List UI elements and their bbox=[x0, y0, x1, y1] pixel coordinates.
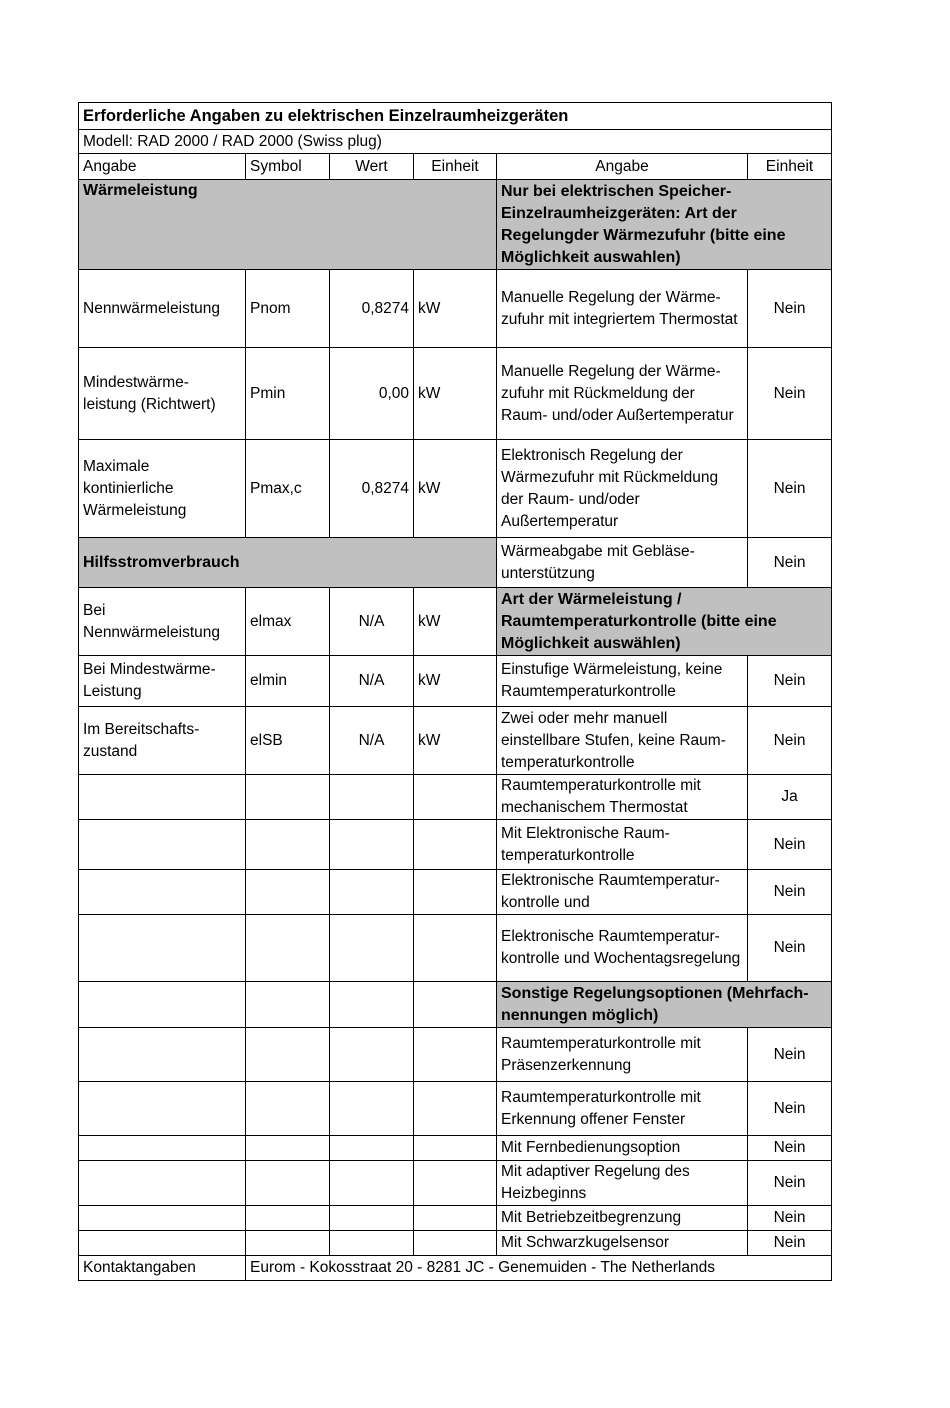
contact-value: Eurom - Kokosstraat 20 - 8281 JC - Genemuiden - The Netherlands bbox=[246, 1256, 832, 1281]
row-unit: kW bbox=[414, 440, 497, 538]
table-title: Erforderliche Angaben zu elektrischen Einzelraumheizgeräten bbox=[79, 103, 832, 130]
right-row-label: Zwei oder mehr manuell einstellbare Stufen, keine Raum-temperaturkontrolle bbox=[497, 707, 748, 775]
row-value: N/A bbox=[330, 656, 414, 707]
empty-cell bbox=[246, 1028, 330, 1082]
right-row-value: Nein bbox=[748, 270, 832, 348]
right-row-value: Nein bbox=[748, 348, 832, 440]
header-wert: Wert bbox=[330, 154, 414, 180]
empty-cell bbox=[414, 1136, 497, 1161]
right-row-label: Mit Betriebzeitbegrenzung bbox=[497, 1206, 748, 1231]
empty-cell bbox=[414, 1206, 497, 1231]
empty-cell bbox=[414, 982, 497, 1028]
right-row-label: Mit Schwarzkugelsensor bbox=[497, 1231, 748, 1256]
right-row-label: Wärmeabgabe mit Gebläse-unterstützung bbox=[497, 538, 748, 588]
row-label: Im Bereitschafts-zustand bbox=[79, 707, 246, 775]
right-row-value: Nein bbox=[748, 440, 832, 538]
row-label: Nennwärmeleistung bbox=[79, 270, 246, 348]
row-value: N/A bbox=[330, 707, 414, 775]
section-waermeleistung: Wärmeleistung bbox=[79, 180, 497, 270]
right-row-value: Nein bbox=[748, 915, 832, 982]
section-speicher: Nur bei elektrischen Speicher-Einzelraumheizgeräten: Art der Regelungder Wärmezufuhr (bitte eine Möglichkeit auswahlen) bbox=[497, 180, 832, 270]
empty-cell bbox=[330, 1206, 414, 1231]
right-row-value: Nein bbox=[748, 1231, 832, 1256]
row-label: Mindestwärme-leistung (Richtwert) bbox=[79, 348, 246, 440]
right-row-label: Elektronisch Regelung der Wärmezufuhr mit Rückmeldung der Raum- und/oder Außertemperatur bbox=[497, 440, 748, 538]
empty-cell bbox=[246, 1082, 330, 1136]
empty-cell bbox=[330, 1161, 414, 1206]
right-row-label: Raumtemperaturkontrolle mit Erkennung offener Fenster bbox=[497, 1082, 748, 1136]
row-unit: kW bbox=[414, 707, 497, 775]
empty-cell bbox=[330, 775, 414, 820]
empty-cell bbox=[246, 775, 330, 820]
row-value: 0,8274 bbox=[330, 270, 414, 348]
section-art: Art der Wärmeleistung / Raumtemperaturkontrolle (bitte eine Möglichkeit auswählen) bbox=[497, 588, 832, 656]
empty-cell bbox=[414, 1082, 497, 1136]
empty-cell bbox=[246, 1231, 330, 1256]
empty-cell bbox=[246, 820, 330, 870]
empty-cell bbox=[79, 982, 246, 1028]
empty-cell bbox=[330, 982, 414, 1028]
row-symbol: Pnom bbox=[246, 270, 330, 348]
right-row-value: Nein bbox=[748, 1028, 832, 1082]
empty-cell bbox=[79, 820, 246, 870]
right-row-value: Nein bbox=[748, 538, 832, 588]
empty-cell bbox=[79, 1231, 246, 1256]
empty-cell bbox=[330, 870, 414, 915]
right-row-value: Nein bbox=[748, 1206, 832, 1231]
row-label: Bei Nennwärmeleistung bbox=[79, 588, 246, 656]
row-unit: kW bbox=[414, 348, 497, 440]
right-row-value: Nein bbox=[748, 820, 832, 870]
empty-cell bbox=[246, 870, 330, 915]
header-symbol: Symbol bbox=[246, 154, 330, 180]
right-row-label: Mit Fernbedienungsoption bbox=[497, 1136, 748, 1161]
section-hilfsstrom: Hilfsstromverbrauch bbox=[79, 538, 497, 588]
header-einheit-right: Einheit bbox=[748, 154, 832, 180]
row-label: Maximale kontinierliche Wärmeleistung bbox=[79, 440, 246, 538]
empty-cell bbox=[79, 1206, 246, 1231]
header-angabe-right: Angabe bbox=[497, 154, 748, 180]
empty-cell bbox=[330, 1082, 414, 1136]
empty-cell bbox=[330, 915, 414, 982]
header-einheit: Einheit bbox=[414, 154, 497, 180]
right-row-label: Mit Elektronische Raum-temperaturkontrolle bbox=[497, 820, 748, 870]
right-row-value: Nein bbox=[748, 1161, 832, 1206]
empty-cell bbox=[79, 775, 246, 820]
empty-cell bbox=[330, 820, 414, 870]
empty-cell bbox=[246, 1136, 330, 1161]
row-unit: kW bbox=[414, 270, 497, 348]
row-value: 0,00 bbox=[330, 348, 414, 440]
empty-cell bbox=[79, 1161, 246, 1206]
row-symbol: elSB bbox=[246, 707, 330, 775]
right-row-label: Raumtemperaturkontrolle mit mechanischem Thermostat bbox=[497, 775, 748, 820]
empty-cell bbox=[246, 915, 330, 982]
empty-cell bbox=[79, 1028, 246, 1082]
right-row-value: Nein bbox=[748, 870, 832, 915]
right-row-label: Manuelle Regelung der Wärme-zufuhr mit integriertem Thermostat bbox=[497, 270, 748, 348]
section-sonstige: Sonstige Regelungsoptionen (Mehrfach-nennungen möglich) bbox=[497, 982, 832, 1028]
empty-cell bbox=[246, 982, 330, 1028]
empty-cell bbox=[414, 1161, 497, 1206]
row-value: N/A bbox=[330, 588, 414, 656]
row-unit: kW bbox=[414, 656, 497, 707]
empty-cell bbox=[414, 915, 497, 982]
right-row-value: Nein bbox=[748, 1136, 832, 1161]
model-row: Modell: RAD 2000 / RAD 2000 (Swiss plug) bbox=[79, 130, 832, 154]
empty-cell bbox=[79, 1136, 246, 1161]
row-symbol: elmax bbox=[246, 588, 330, 656]
right-row-label: Einstufige Wärmeleistung, keine Raumtemperaturkontrolle bbox=[497, 656, 748, 707]
row-unit: kW bbox=[414, 588, 497, 656]
header-angabe: Angabe bbox=[79, 154, 246, 180]
empty-cell bbox=[79, 870, 246, 915]
heater-spec-table bbox=[78, 102, 832, 1281]
right-row-value: Ja bbox=[748, 775, 832, 820]
right-row-label: Elektronische Raumtemperatur-kontrolle und Wochentagsregelung bbox=[497, 915, 748, 982]
empty-cell bbox=[79, 915, 246, 982]
right-row-value: Nein bbox=[748, 1082, 832, 1136]
empty-cell bbox=[414, 870, 497, 915]
right-row-value: Nein bbox=[748, 707, 832, 775]
row-value: 0,8274 bbox=[330, 440, 414, 538]
row-symbol: elmin bbox=[246, 656, 330, 707]
empty-cell bbox=[330, 1231, 414, 1256]
empty-cell bbox=[79, 1082, 246, 1136]
empty-cell bbox=[414, 1028, 497, 1082]
right-row-label: Mit adaptiver Regelung des Heizbeginns bbox=[497, 1161, 748, 1206]
right-row-value: Nein bbox=[748, 656, 832, 707]
empty-cell bbox=[330, 1136, 414, 1161]
row-label: Bei Mindestwärme-Leistung bbox=[79, 656, 246, 707]
right-row-label: Raumtemperaturkontrolle mit Präsenzerkennung bbox=[497, 1028, 748, 1082]
right-row-label: Manuelle Regelung der Wärme-zufuhr mit Rückmeldung der Raum- und/oder Außertemperatur bbox=[497, 348, 748, 440]
empty-cell bbox=[414, 1231, 497, 1256]
row-symbol: Pmin bbox=[246, 348, 330, 440]
empty-cell bbox=[246, 1161, 330, 1206]
empty-cell bbox=[414, 775, 497, 820]
empty-cell bbox=[414, 820, 497, 870]
empty-cell bbox=[330, 1028, 414, 1082]
empty-cell bbox=[246, 1206, 330, 1231]
contact-label: Kontaktangaben bbox=[79, 1256, 246, 1281]
right-row-label: Elektronische Raumtemperatur-kontrolle und bbox=[497, 870, 748, 915]
row-symbol: Pmax,c bbox=[246, 440, 330, 538]
